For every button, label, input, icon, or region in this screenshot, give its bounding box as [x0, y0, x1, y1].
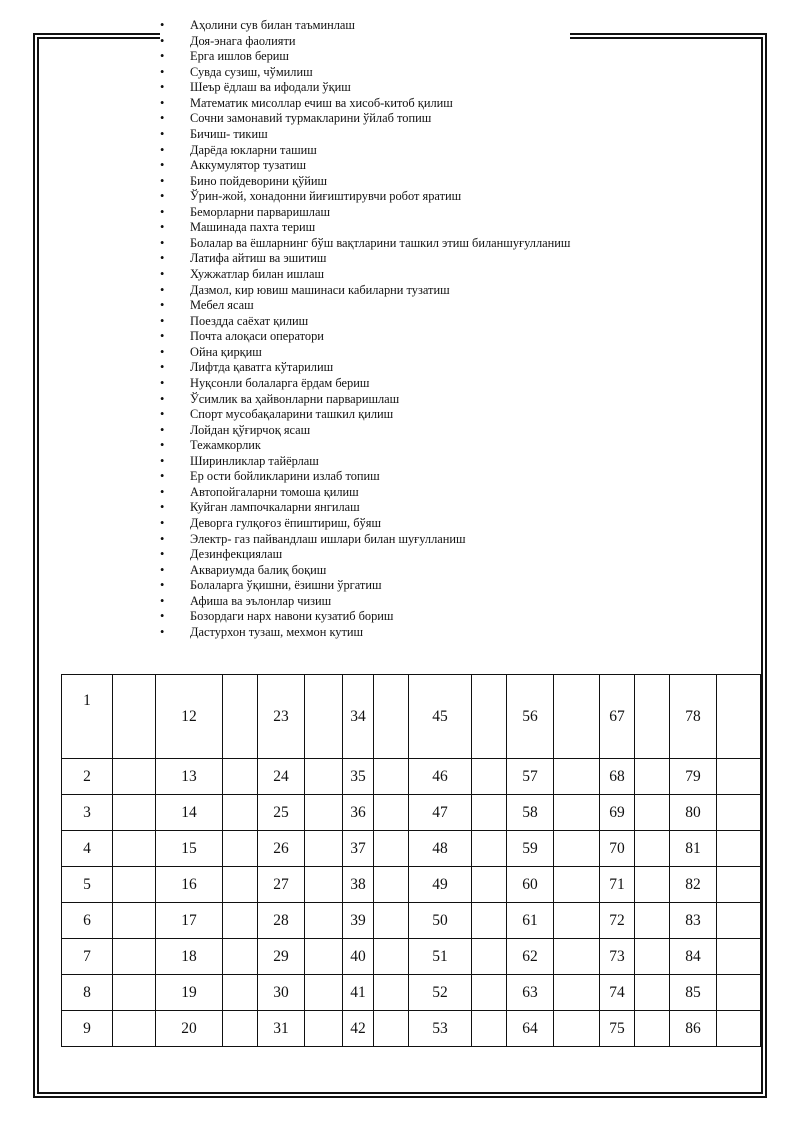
answer-cell	[113, 903, 156, 939]
number-cell: 84	[670, 939, 717, 975]
bullet-icon: •	[160, 173, 165, 188]
number-cell: 51	[409, 939, 472, 975]
number-cell: 58	[507, 795, 554, 831]
number-cell: 9	[62, 1011, 113, 1047]
number-cell: 48	[409, 831, 472, 867]
number-cell: 80	[670, 795, 717, 831]
answer-cell	[554, 867, 600, 903]
list-item-text: Ер ости бойликларини излаб топиш	[190, 469, 380, 484]
answer-cell	[223, 939, 258, 975]
list-item	[160, 220, 570, 236]
bullet-icon: •	[160, 344, 165, 359]
list-item	[160, 80, 570, 96]
bullet-icon: •	[160, 49, 165, 64]
table-row	[62, 867, 761, 903]
number-cell: 20	[156, 1011, 223, 1047]
list-item	[160, 18, 570, 34]
bullet-icon: •	[160, 142, 165, 157]
number-cell: 8	[62, 975, 113, 1011]
answer-cell	[113, 675, 156, 759]
number-cell: 12	[156, 675, 223, 759]
answer-cell	[472, 1011, 507, 1047]
list-item-text: Почта алоқаси оператори	[190, 329, 324, 344]
answer-cell	[374, 975, 409, 1011]
number-cell: 4	[62, 831, 113, 867]
answer-cell	[223, 1011, 258, 1047]
list-item-text: Аккумулятор тузатиш	[190, 158, 307, 173]
list-item-text: Поездда саёхат қилиш	[190, 313, 309, 328]
bullet-icon: •	[160, 64, 165, 79]
number-cell: 52	[409, 975, 472, 1011]
number-cell: 81	[670, 831, 717, 867]
bullet-icon: •	[160, 453, 165, 468]
answer-cell	[554, 939, 600, 975]
bullet-icon: •	[160, 235, 165, 250]
list-item	[160, 469, 570, 485]
answer-cell	[472, 867, 507, 903]
answer-cell	[635, 939, 670, 975]
answer-cell	[113, 759, 156, 795]
list-item-text: Деворга гулқоғоз ёпиштириш, бўяш	[190, 516, 381, 530]
list-item-text: Аквариумда балиқ боқиш	[190, 562, 327, 577]
bullet-icon: •	[160, 562, 165, 577]
number-cell: 28	[258, 903, 305, 939]
number-cell: 18	[156, 939, 223, 975]
number-cell: 79	[670, 759, 717, 795]
table-row	[62, 903, 761, 939]
number-cell: 69	[600, 795, 635, 831]
list-item	[160, 407, 570, 423]
answer-cell	[635, 759, 670, 795]
list-item-text: Латифа айтиш ва эшитиш	[190, 251, 327, 266]
bullet-icon: •	[160, 158, 165, 173]
bullet-icon: •	[160, 578, 165, 593]
list-item-text: Математик мисоллар ечиш ва хисоб-китоб қилиш	[190, 95, 453, 110]
number-cell: 7	[62, 939, 113, 975]
number-cell: 39	[343, 903, 374, 939]
number-cell: 19	[156, 975, 223, 1011]
bullet-icon: •	[160, 18, 165, 32]
bullet-icon: •	[160, 189, 165, 204]
list-item	[160, 532, 570, 548]
answer-cell	[223, 975, 258, 1011]
answer-cell	[717, 831, 761, 867]
answer-cell	[305, 867, 343, 903]
number-cell: 68	[600, 759, 635, 795]
answer-cell	[554, 759, 600, 795]
number-cell: 50	[409, 903, 472, 939]
list-item	[160, 251, 570, 267]
bullet-icon: •	[160, 375, 165, 390]
table-row	[62, 795, 761, 831]
answer-cell	[717, 675, 761, 759]
list-item	[160, 329, 570, 345]
list-item	[160, 392, 570, 408]
number-cell: 56	[507, 675, 554, 759]
answer-cell	[113, 975, 156, 1011]
list-item	[160, 485, 570, 501]
answer-cell	[113, 795, 156, 831]
number-cell: 82	[670, 867, 717, 903]
answer-cell	[223, 795, 258, 831]
answer-cell	[472, 675, 507, 759]
list-item-text: Афиша ва эълонлар чизиш	[190, 593, 332, 608]
answer-cell	[223, 675, 258, 759]
answer-cell	[305, 975, 343, 1011]
activity-list	[160, 18, 570, 641]
answer-cell	[717, 867, 761, 903]
list-item	[160, 236, 570, 252]
list-item	[160, 376, 570, 392]
list-item-text: Автопойгаларни томоша қилиш	[190, 484, 359, 499]
bullet-icon: •	[160, 204, 165, 219]
answer-cell	[635, 1011, 670, 1047]
bullet-icon: •	[160, 422, 165, 437]
number-cell: 31	[258, 1011, 305, 1047]
answer-cell	[374, 939, 409, 975]
list-item	[160, 423, 570, 439]
list-item-text: Ойна қирқиш	[190, 344, 262, 359]
answer-cell	[223, 903, 258, 939]
answer-grid	[61, 674, 761, 1047]
list-item-text: Бозордаги нарх навони кузатиб бориш	[190, 609, 394, 624]
bullet-icon: •	[160, 438, 165, 453]
bullet-icon: •	[160, 531, 165, 546]
answer-cell	[635, 795, 670, 831]
answer-cell	[305, 1011, 343, 1047]
number-cell: 16	[156, 867, 223, 903]
number-cell: 15	[156, 831, 223, 867]
number-cell: 75	[600, 1011, 635, 1047]
bullet-icon: •	[160, 298, 165, 313]
answer-cell	[472, 903, 507, 939]
number-cell: 73	[600, 939, 635, 975]
answer-cell	[472, 939, 507, 975]
number-cell: 37	[343, 831, 374, 867]
answer-cell	[635, 975, 670, 1011]
bullet-icon: •	[160, 516, 165, 530]
number-cell: 24	[258, 759, 305, 795]
answer-cell	[223, 759, 258, 795]
number-cell: 64	[507, 1011, 554, 1047]
answer-cell	[635, 831, 670, 867]
answer-cell	[472, 759, 507, 795]
list-item-text: Ширинликлар тайёрлаш	[190, 453, 319, 468]
number-cell: 46	[409, 759, 472, 795]
list-item-text: Хужжатлар билан ишлаш	[190, 267, 325, 281]
number-cell: 29	[258, 939, 305, 975]
answer-cell	[374, 795, 409, 831]
bullet-icon: •	[160, 313, 165, 328]
list-item-text: Ўсимлик ва ҳайвонларни парваришлаш	[190, 391, 400, 406]
bullet-icon: •	[160, 593, 165, 608]
answer-cell	[472, 795, 507, 831]
list-item	[160, 111, 570, 127]
list-item-text: Машинада пахта териш	[190, 220, 316, 235]
list-item	[160, 298, 570, 314]
answer-cell	[472, 975, 507, 1011]
list-item-text: Сувда сузиш, чўмилиш	[190, 64, 313, 79]
number-cell: 59	[507, 831, 554, 867]
list-item	[160, 267, 570, 283]
number-cell: 67	[600, 675, 635, 759]
list-item	[160, 174, 570, 190]
number-cell: 25	[258, 795, 305, 831]
list-item-text: Ерга ишлов бериш	[190, 49, 289, 64]
list-item-text: Дарёда юкларни ташиш	[190, 142, 317, 157]
number-cell: 26	[258, 831, 305, 867]
list-item	[160, 205, 570, 221]
answer-cell	[717, 939, 761, 975]
number-cell: 71	[600, 867, 635, 903]
answer-cell	[472, 831, 507, 867]
list-item-text: Дазмол, кир ювиш машинаси кабиларни тузатиш	[190, 282, 450, 297]
number-cell: 40	[343, 939, 374, 975]
answer-cell	[305, 675, 343, 759]
list-item	[160, 143, 570, 159]
list-item	[160, 609, 570, 625]
number-cell: 30	[258, 975, 305, 1011]
list-item	[160, 314, 570, 330]
bullet-icon: •	[160, 609, 165, 624]
list-item	[160, 578, 570, 594]
number-cell: 61	[507, 903, 554, 939]
answer-cell	[374, 1011, 409, 1047]
number-cell: 63	[507, 975, 554, 1011]
number-cell: 49	[409, 867, 472, 903]
bullet-icon: •	[160, 95, 165, 110]
number-cell: 34	[343, 675, 374, 759]
answer-cell	[113, 939, 156, 975]
number-cell: 1	[62, 675, 113, 759]
answer-cell	[113, 1011, 156, 1047]
list-item	[160, 34, 570, 50]
bullet-icon: •	[160, 267, 165, 281]
answer-cell	[374, 867, 409, 903]
answer-cell	[374, 903, 409, 939]
bullet-icon: •	[160, 251, 165, 266]
answer-cell	[554, 903, 600, 939]
table-row	[62, 831, 761, 867]
number-cell: 42	[343, 1011, 374, 1047]
answer-cell	[374, 675, 409, 759]
list-item	[160, 189, 570, 205]
list-item	[160, 516, 570, 532]
number-cell: 74	[600, 975, 635, 1011]
list-item	[160, 625, 570, 641]
number-cell: 70	[600, 831, 635, 867]
bullet-icon: •	[160, 220, 165, 235]
list-item-text: Беморларни парваришлаш	[190, 204, 331, 219]
answer-cell	[635, 867, 670, 903]
list-item	[160, 563, 570, 579]
table-row	[62, 939, 761, 975]
table-row	[62, 675, 761, 759]
number-cell: 78	[670, 675, 717, 759]
number-cell: 23	[258, 675, 305, 759]
list-item-text: Куйган лампочкаларни янгилаш	[190, 500, 360, 515]
list-item	[160, 127, 570, 143]
bullet-icon: •	[160, 407, 165, 422]
answer-cell	[374, 831, 409, 867]
list-item-text: Нуқсонли болаларга ёрдам бериш	[190, 375, 370, 390]
list-item-text: Болалар ва ёшларнинг бўш вақтларини ташкил этиш биланшуғулланиш	[190, 235, 571, 250]
answer-cell	[717, 975, 761, 1011]
bullet-icon: •	[160, 624, 165, 639]
bullet-icon: •	[160, 547, 165, 562]
number-cell: 6	[62, 903, 113, 939]
answer-cell	[113, 831, 156, 867]
number-cell: 36	[343, 795, 374, 831]
table-row	[62, 975, 761, 1011]
list-item	[160, 594, 570, 610]
number-cell: 83	[670, 903, 717, 939]
number-cell: 38	[343, 867, 374, 903]
list-item-text: Сочни замонавий турмакларини ўйлаб топиш	[190, 111, 432, 126]
answer-cell	[305, 831, 343, 867]
bullet-icon: •	[160, 500, 165, 515]
number-cell: 47	[409, 795, 472, 831]
answer-cell	[223, 867, 258, 903]
answer-cell	[554, 795, 600, 831]
answer-cell	[305, 795, 343, 831]
list-item-text: Тежамкорлик	[190, 438, 261, 453]
list-item	[160, 500, 570, 516]
number-cell: 17	[156, 903, 223, 939]
number-cell: 86	[670, 1011, 717, 1047]
answer-cell	[717, 1011, 761, 1047]
answer-cell	[554, 975, 600, 1011]
list-item-text: Лойдан қўғирчоқ ясаш	[190, 422, 311, 437]
list-item	[160, 360, 570, 376]
list-item	[160, 345, 570, 361]
number-cell: 45	[409, 675, 472, 759]
bullet-icon: •	[160, 391, 165, 406]
list-item-text: Шеър ёдлаш ва ифодали ўқиш	[190, 80, 351, 95]
answer-cell	[717, 759, 761, 795]
list-item	[160, 438, 570, 454]
bullet-icon: •	[160, 33, 165, 48]
bullet-icon: •	[160, 126, 165, 141]
list-item-text: Бичиш- тикиш	[190, 126, 268, 141]
bullet-icon: •	[160, 80, 165, 95]
answer-cell	[305, 939, 343, 975]
bullet-icon: •	[160, 484, 165, 499]
answer-cell	[554, 675, 600, 759]
bullet-icon: •	[160, 360, 165, 375]
list-item	[160, 547, 570, 563]
number-cell: 2	[62, 759, 113, 795]
number-cell: 41	[343, 975, 374, 1011]
answer-cell	[717, 903, 761, 939]
number-cell: 14	[156, 795, 223, 831]
bullet-icon: •	[160, 469, 165, 484]
number-cell: 62	[507, 939, 554, 975]
list-item	[160, 96, 570, 112]
list-item	[160, 49, 570, 65]
answer-cell	[305, 903, 343, 939]
list-item-text: Лифтда қаватга кўтарилиш	[190, 360, 334, 375]
number-cell: 35	[343, 759, 374, 795]
answer-cell	[374, 759, 409, 795]
number-cell: 85	[670, 975, 717, 1011]
list-item-text: Дезинфекциялаш	[190, 547, 283, 562]
answer-cell	[635, 903, 670, 939]
list-item-text: Доя-энага фаолияти	[190, 33, 296, 48]
list-item-text: Дастурхон тузаш, мехмон кутиш	[190, 624, 364, 639]
list-item	[160, 158, 570, 174]
list-item	[160, 65, 570, 81]
answer-cell	[223, 831, 258, 867]
bullet-icon: •	[160, 111, 165, 126]
number-cell: 57	[507, 759, 554, 795]
answer-cell	[554, 1011, 600, 1047]
number-cell: 60	[507, 867, 554, 903]
list-item-text: Аҳолини сув билан таъминлаш	[190, 18, 355, 32]
list-item-text: Ўрин-жой, хонадонни йиғиштирувчи робот яратиш	[190, 189, 462, 204]
answer-cell	[717, 795, 761, 831]
number-cell: 13	[156, 759, 223, 795]
answer-cell	[305, 759, 343, 795]
list-item-text: Бино пойдеворини қўйиш	[190, 173, 328, 188]
number-cell: 3	[62, 795, 113, 831]
number-cell: 5	[62, 867, 113, 903]
answer-cell	[554, 831, 600, 867]
number-cell: 53	[409, 1011, 472, 1047]
table-row	[62, 1011, 761, 1047]
answer-cell	[635, 675, 670, 759]
bullet-icon: •	[160, 282, 165, 297]
answer-cell	[113, 867, 156, 903]
list-item-text: Спорт мусобақаларини ташкил қилиш	[190, 407, 394, 422]
number-cell: 27	[258, 867, 305, 903]
list-item-text: Мебел ясаш	[190, 298, 254, 313]
list-item-text: Электр- газ пайвандлаш ишлари билан шуғулланиш	[190, 531, 466, 546]
bullet-icon: •	[160, 329, 165, 344]
table-row	[62, 759, 761, 795]
list-item	[160, 454, 570, 470]
number-cell: 72	[600, 903, 635, 939]
list-item	[160, 283, 570, 299]
list-item-text: Болаларга ўқишни, ёзишни ўргатиш	[190, 578, 382, 593]
